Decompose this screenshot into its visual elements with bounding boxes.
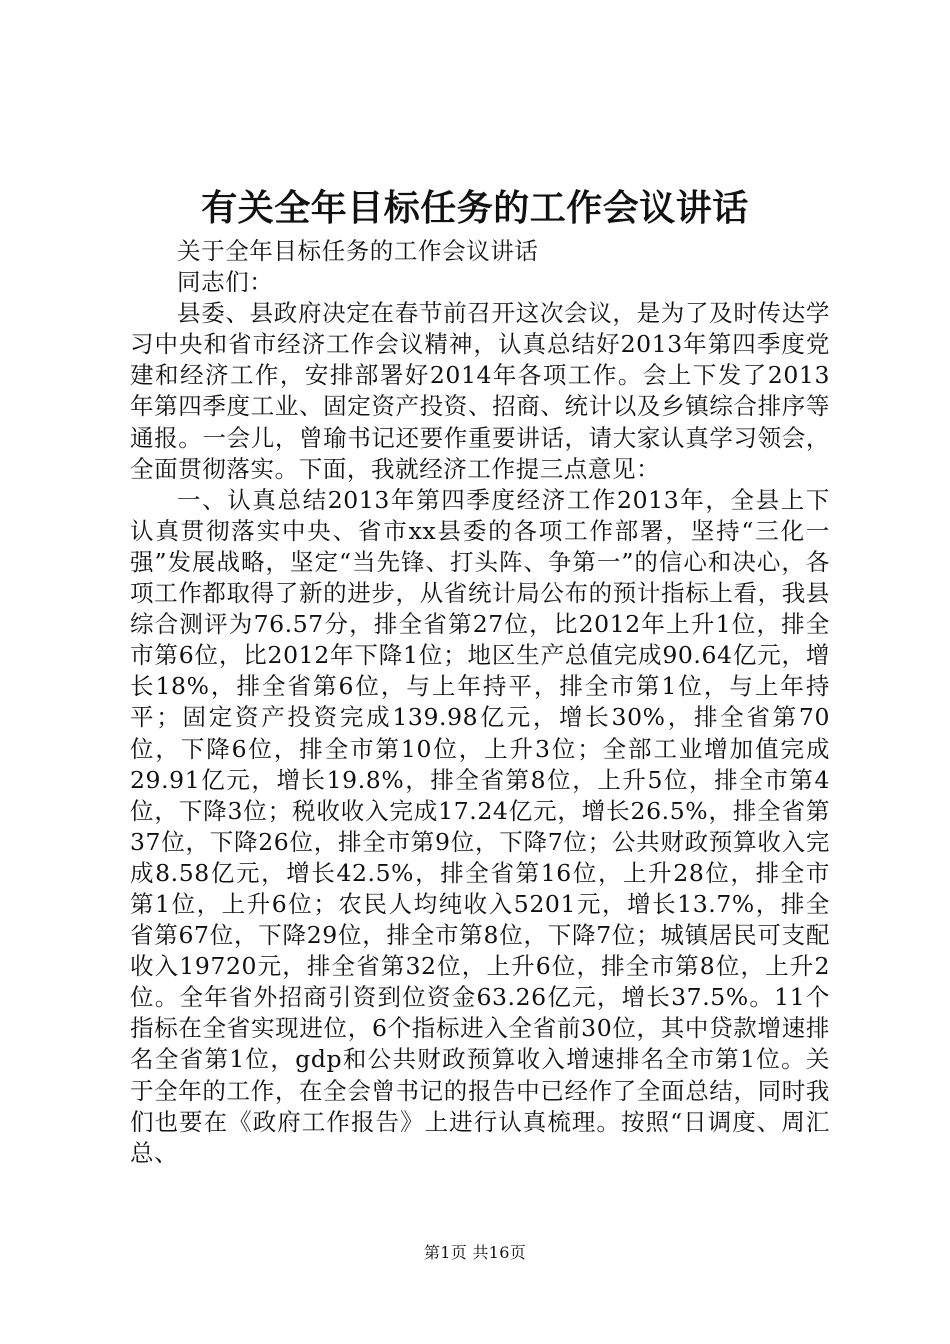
subtitle-paragraph: 关于全年目标任务的工作会议讲话 (177, 237, 539, 265)
intro-paragraph: 县委、县政府决定在春节前召开这次会议，是为了及时传达学习中央和省市经济工作会议精神，认真总结好2013年第四季度党建和经济工作，安排部署好2014年各项工作。会上下发了2013年第四季度工业、固定资产投资、招商、统计以及乡镇综合排序等通报。一会儿，曾瑜书记还要作重要讲话，请大家认真学习领会，全面贯彻落实。下面，我就经济工作提三点意见： (130, 299, 830, 483)
document-body (130, 236, 830, 1169)
page-footer: 第1页 共16页 (423, 1243, 527, 1262)
section-one-paragraph: 一、认真总结2013年第四季度经济工作2013年，全县上下认真贯彻落实中央、省市xx县委的各项工作部署，坚持“三化一强”发展战略，坚定“当先锋、打头阵、争第一”的信心和决心，各项工作都取得了新的进步，从省统计局公布的预计指标上看，我县综合测评为76.57分，排全省第27位，比2012年上升1位，排全市第6位，比2012年下降1位；地区生产总值完成90.64亿元，增长18%，排全省第6位，与上年持平，排全市第1位，与上年持平；固定资产投资完成139.98亿元，增长30%，排全省第70位，下降6位，排全市第10位，上升3位；全部工业增加值完成29.91亿元，增长19.8%，排全省第8位，上升5位，排全市第4位，下降3位；税收收入完成17.24亿元，增长26.5%，排全省第37位，下降26位，排全市第9位，下降7位；公共财政预算收入完成8.58亿元，增长42.5%，排全省第16位，上升28位，排全市第1位，上升6位；农民人均纯收入5201元，增长13.7%，排全省第67位，下降29位，排全市第8位，下降7位；城镇居民可支配收入19720元，排全省第32位，上升6位，排全市第8位，上升2位。全年省外招商引资到位资金63.26亿元，增长37.5%。11个指标在全省实现进位，6个指标进入全省前30位，其中贷款增速排名全省第1位，gdp和公共财政预算收入增速排名全市第1位。关于全年的工作，在全会曾书记的报告中已经作了全面总结，同时我们也要在《政府工作报告》上进行认真梳理。按照“日调度、周汇总、 (130, 485, 830, 1167)
salutation-paragraph: 同志们： (177, 268, 274, 297)
document-title: 有关全年目标任务的工作会议讲话 (201, 188, 749, 229)
